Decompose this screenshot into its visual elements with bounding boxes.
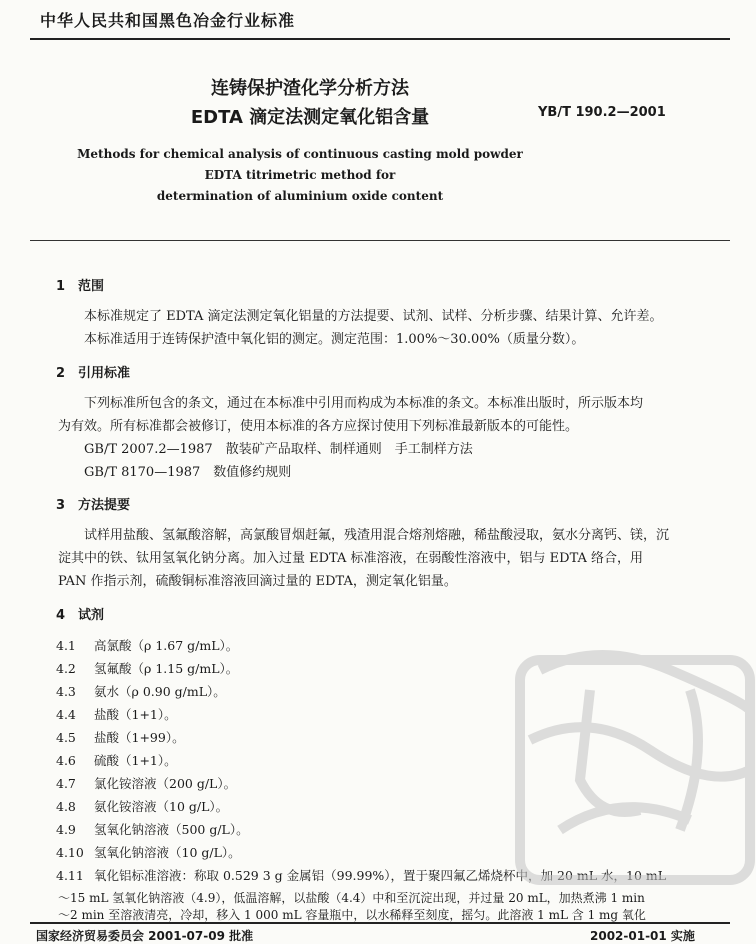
section-number: 4 — [56, 608, 66, 623]
title-chinese-line-1: 连铸保护渣化学分析方法 — [211, 78, 409, 99]
reagent-text: 氢氧化钠溶液（500 g/L）。 — [94, 822, 249, 837]
reagent-number: 4.1 — [56, 638, 76, 653]
reagent-item-11-line-2: ～15 mL 氢氧化钠溶液（4.9），低温溶解，以盐酸（4.4）中和至沉淀出现，并过量 20 mL，加热煮沸 1 min — [58, 891, 645, 905]
reagent-item — [56, 797, 228, 815]
reagent-item — [56, 820, 249, 838]
header-divider — [30, 240, 730, 241]
reagent-text: 硫酸（1+1）。 — [94, 753, 177, 768]
reagent-number: 4.2 — [56, 661, 76, 676]
standard-code: YB/T 190.2—2001 — [538, 105, 666, 120]
reagent-text: 氢氧化钠溶液（10 g/L）。 — [94, 845, 241, 860]
section-title: 试剂 — [78, 608, 105, 623]
reagent-number: 4.6 — [56, 753, 76, 768]
reagent-text: 氨化铵溶液（10 g/L）。 — [94, 799, 229, 814]
section-3-line-3: PAN 作指示剂，硫酸铜标准溶液回滴过量的 EDTA，测定氧化铝量。 — [58, 574, 457, 589]
section-number: 1 — [56, 279, 66, 294]
reagent-text: 氨水（ρ 0.90 g/mL）。 — [94, 684, 226, 699]
title-english-line-2: EDTA titrimetric method for — [204, 168, 396, 182]
section-4-heading — [56, 604, 104, 623]
section-2-paragraph-line-2: 为有效。所有标准都会被修订，使用本标准的各方应探讨使用下列标准最新版本的可能性。 — [58, 419, 579, 434]
section-1-heading — [56, 275, 104, 294]
section-number: 2 — [56, 366, 66, 381]
top-divider — [30, 38, 730, 40]
reagent-number: 4.4 — [56, 707, 76, 722]
title-english-line-3: determination of aluminium oxide content — [156, 189, 444, 203]
section-2-paragraph-line-1: 下列标准所包含的条文，通过在本标准中引用而构成为本标准的条文。本标准出版时，所示版本均 — [84, 396, 644, 411]
reagent-text: 盐酸（1+99）。 — [94, 730, 185, 745]
reference-standard-1: GB/T 2007.2—1987 散装矿产品取样、制样通则 手工制样方法 — [84, 442, 473, 457]
section-3-line-1: 试样用盐酸、氢氟酸溶解，高氯酸冒烟赶氟，残渣用混合熔剂熔融，稀盐酸浸取，氨水分离钙、镁，沉 — [84, 528, 670, 543]
reagent-item — [56, 751, 177, 769]
reagent-text: 高氯酸（ρ 1.67 g/mL）。 — [94, 638, 239, 653]
reagent-item — [56, 682, 226, 700]
reagent-number: 4.9 — [56, 822, 76, 837]
section-title: 方法提要 — [78, 498, 131, 513]
reagent-text: 氢氟酸（ρ 1.15 g/mL）。 — [94, 661, 239, 676]
reagent-number: 4.7 — [56, 776, 76, 791]
issuing-organization: 中华人民共和国黑色冶金行业标准 — [40, 11, 296, 30]
section-title: 引用标准 — [78, 366, 131, 381]
section-number: 3 — [56, 498, 66, 513]
reagent-text: 氯化铵溶液（200 g/L）。 — [94, 776, 237, 791]
reagent-item — [56, 728, 185, 746]
reagent-item — [56, 774, 236, 792]
reagent-item — [56, 659, 238, 677]
implementation-date: 2002-01-01 实施 — [590, 929, 695, 943]
reagent-text: 盐酸（1+1）。 — [94, 707, 177, 722]
approval-date: 国家经济贸易委员会 2001-07-09 批准 — [36, 929, 254, 943]
reagent-number: 4.3 — [56, 684, 76, 699]
reagent-item — [56, 705, 177, 723]
title-english-line-1: Methods for chemical analysis of continuous casting mold powder — [77, 147, 523, 161]
watermark-seal — [500, 630, 756, 890]
reagent-item-11-line-3: ～2 min 至溶液清亮，冷却，移入 1 000 mL 容量瓶中，以水稀释至刻度，摇匀。此溶液 1 mL 含 1 mg 氧化 — [58, 908, 646, 922]
reagent-number: 4.5 — [56, 730, 76, 745]
watermark-shape — [520, 655, 750, 880]
reagent-number: 4.10 — [56, 845, 84, 860]
section-1-paragraph-2: 本标准适用于连铸保护渣中氧化铝的测定。测定范围：1.00%～30.00%（质量分数）。 — [84, 332, 585, 347]
reagent-text: 氧化铝标准溶液：称取 0.529 3 g 金属铝（99.99%），置于聚四氟乙烯烧杯中，加 20 mL 水，10 mL — [94, 868, 667, 883]
section-title: 范围 — [78, 279, 105, 294]
section-3-line-2: 淀其中的铁、钛用氢氧化钠分离。加入过量 EDTA 标准溶液，在弱酸性溶液中，铝与 EDTA 络合，用 — [58, 551, 644, 566]
reagent-number: 4.8 — [56, 799, 76, 814]
title-chinese-line-2: EDTA 滴定法测定氧化铝含量 — [190, 107, 430, 128]
footer-divider — [30, 922, 730, 924]
section-3-heading — [56, 494, 130, 513]
reagent-item — [56, 843, 241, 861]
reagent-item — [56, 636, 238, 654]
reference-standard-2: GB/T 8170—1987 数值修约规则 — [84, 465, 292, 480]
section-1-paragraph-1: 本标准规定了 EDTA 滴定法测定氧化铝量的方法提要、试剂、试样、分析步骤、结果计算、允许差。 — [84, 309, 663, 324]
reagent-number: 4.11 — [56, 868, 84, 883]
section-2-heading — [56, 362, 130, 381]
